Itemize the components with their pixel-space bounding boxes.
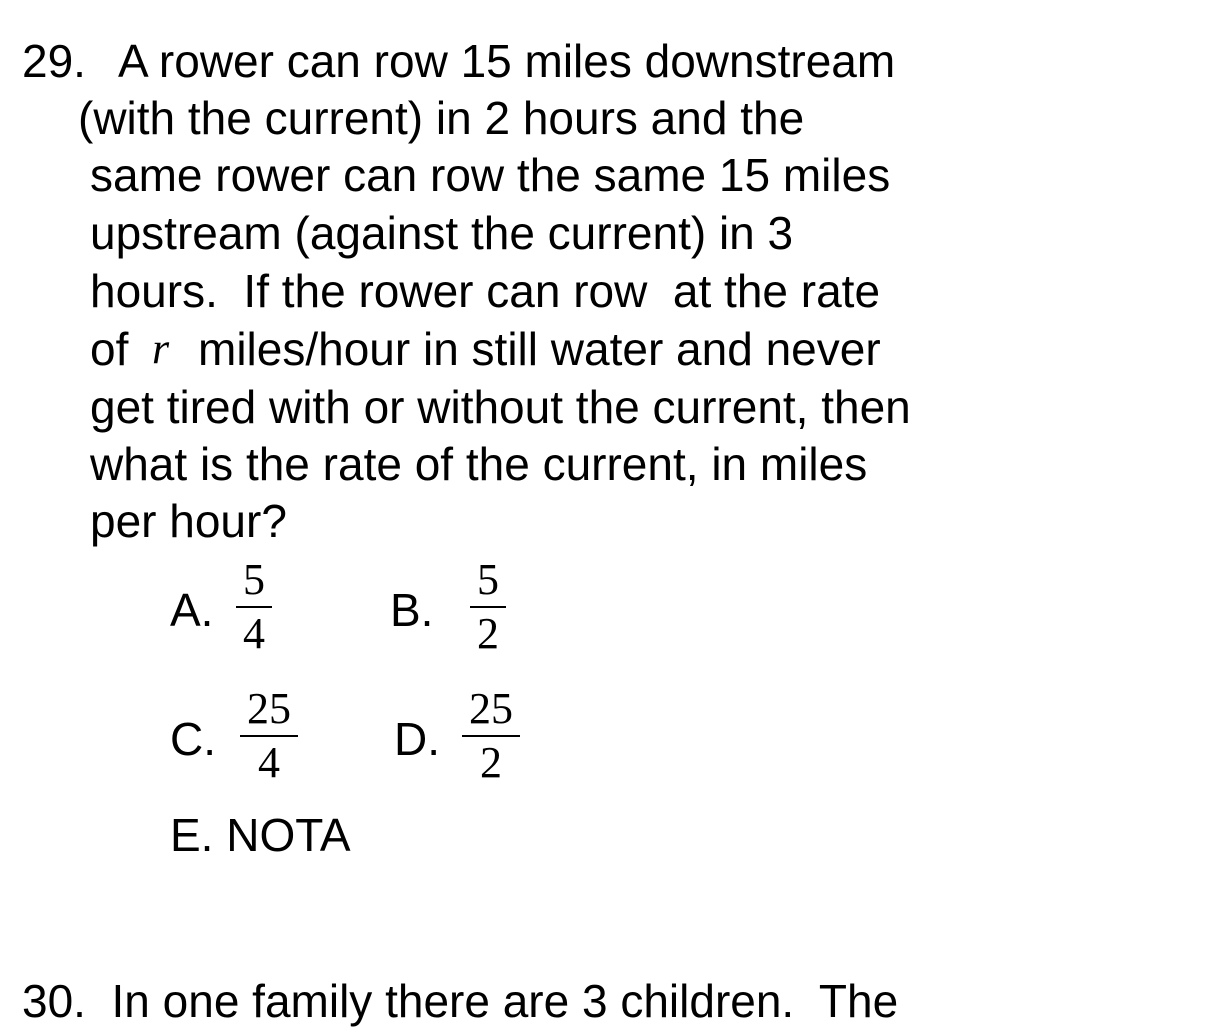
choice-b-denominator: 2 [477, 609, 499, 658]
choice-a-numerator: 5 [243, 555, 265, 604]
fraction-bar [236, 606, 272, 608]
choice-b-label: B. [390, 584, 434, 636]
next-question-partial: 30. In one family there are 3 children. The [22, 975, 899, 1027]
question-line-6b: miles/hour in still water and never [198, 323, 881, 375]
choice-c-label: C. [170, 713, 216, 765]
choice-a-label: A. [170, 584, 214, 636]
choice-d-label: D. [394, 713, 440, 765]
question-line-6a: of [90, 323, 129, 375]
choice-c-numerator: 25 [247, 684, 291, 733]
question-number: 29. [22, 35, 86, 87]
choice-d-denominator: 2 [480, 738, 502, 787]
question-line-3: same rower can row the same 15 miles [90, 149, 891, 201]
choice-b-fraction [470, 555, 506, 658]
choice-a-denominator: 4 [243, 609, 265, 658]
choice-a-fraction [236, 555, 272, 658]
question-line-2: (with the current) in 2 hours and the [78, 92, 805, 144]
question-line-5: hours. If the rower can row at the rate [90, 265, 881, 317]
choice-c-denominator: 4 [258, 738, 280, 787]
choice-b-numerator: 5 [477, 555, 499, 604]
choice-c-fraction [240, 684, 298, 787]
question-line-4: upstream (against the current) in 3 [90, 207, 794, 259]
question-line-7: get tired with or without the current, then [90, 381, 911, 433]
choice-d-numerator: 25 [469, 684, 513, 733]
fraction-bar [462, 735, 520, 737]
fraction-bar [240, 735, 298, 737]
fraction-bar [470, 606, 506, 608]
choice-d-fraction [462, 684, 520, 787]
question-line-8: what is the rate of the current, in miles [90, 438, 868, 490]
question-line-1: A rower can row 15 miles downstream [118, 35, 896, 87]
choice-e-label: E. NOTA [170, 809, 351, 861]
variable-r: r [152, 324, 170, 373]
question-line-9: per hour? [90, 495, 287, 547]
